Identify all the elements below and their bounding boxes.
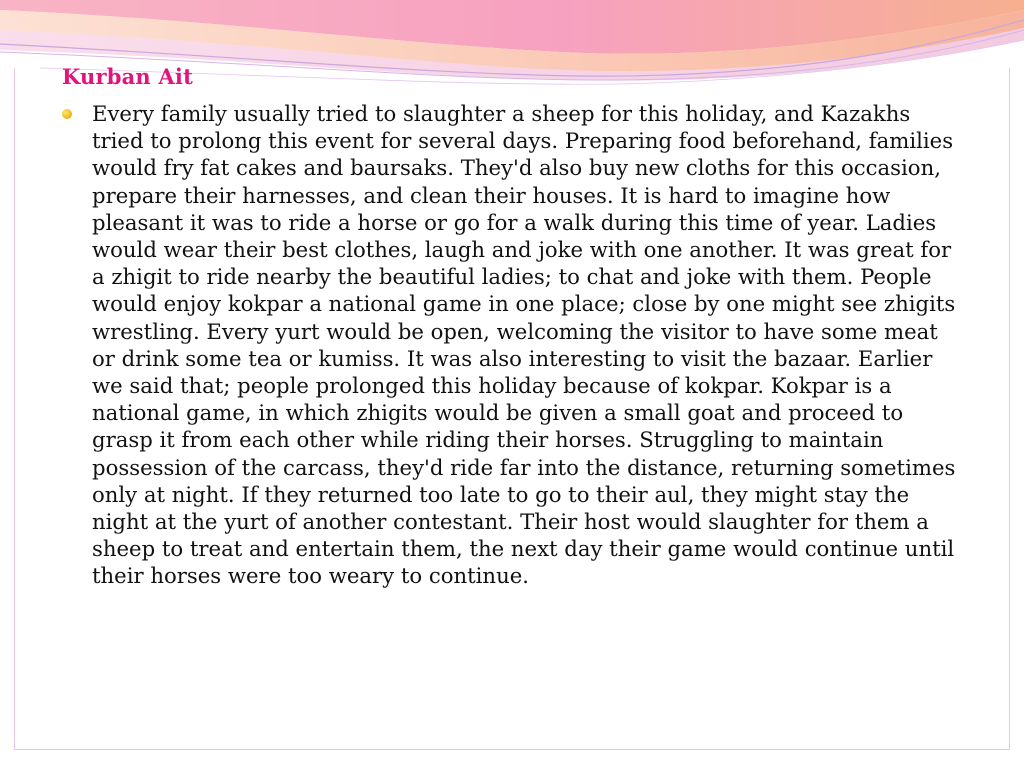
bullet-dot-icon bbox=[62, 109, 72, 119]
slide-title: Kurban Ait bbox=[62, 64, 193, 89]
slide-body bbox=[62, 100, 962, 590]
bullet-item bbox=[62, 100, 962, 590]
bullet-text: Every family usually tried to slaughter a sheep for this holiday, and Kazakhs tried to prolong this event for several days. Preparing food beforehand, families would fry fat cakes and baursaks. They'd also buy new cloths for this occasion, prepare their harnesses, and clean their houses. It is hard to imagine how pleasant it was to ride a horse or go for a walk during this time of year. Ladies would wear their best clothes, laugh and joke with one another. It was great for a zhigit to ride nearby the beautiful ladies; to chat and joke with them. People would enjoy kokpar a national game in one place; close by one might see zhigits wrestling. Every yurt would be open, welcoming the visitor to have some meat or drink some tea or kumiss. It was also interesting to visit the bazaar. Earlier we said that; people prolonged this holiday because of kokpar. Kokpar is a national game, in which zhigits would be given a small goat and proceed to grasp it from each other while riding their horses. Struggling to maintain possession of the carcass, they'd ride far into the distance, returning sometimes only at night. If they returned too late to go to their aul, they might stay the night at the yurt of another contestant. Their host would slaughter for them a sheep to treat and entertain them, the next day their game would continue until their horses were too weary to continue. bbox=[92, 101, 956, 589]
